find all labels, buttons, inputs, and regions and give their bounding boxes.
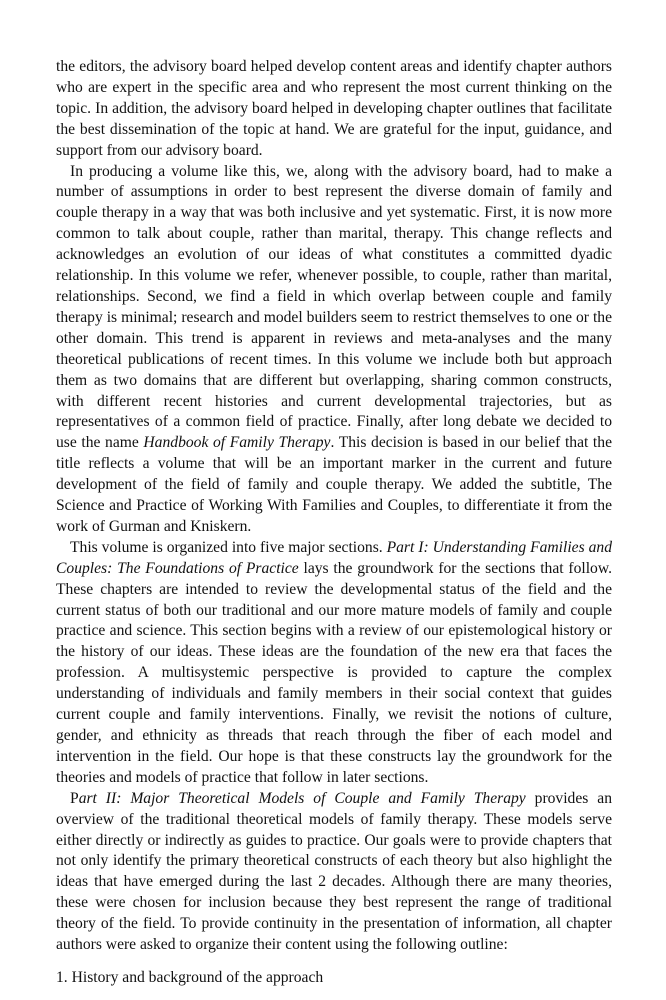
paragraph-text: lays the groundwork for the sections that follow. These chapters are intended to review the developmental status of the field and the current status of both our traditional and our more mature models of family and couple practice and science. This section begins with a review of our epistemological history or the history of our ideas. These ideas are the foundation of the new era that faces the profession. A multisystemic perspective is provided to capture the complex understanding of individuals and family members in their social context that guides current couple and family interventions. Finally, we revisit the notions of culture, gender, and ethnicity as threads that reach through the fiber of each model and intervention in the field. Our hope is that these constructs lay the groundwork for the theories and models of practice that follow in later sections. <box>56 559 612 786</box>
paragraph-text: In producing a volume like this, we, along with the advisory board, had to make a number of assumptions in order to best represent the diverse domain of family and couple therapy in a way that was both inclusive and yet systematic. First, it is now more common to talk about couple, rather than marital, therapy. This change reflects and acknowledges an evolution of our ideas of what constitutes a committed dyadic relationship. In this volume we refer, whenever possible, to couple, rather than marital, relationships. Second, we find a field in which overlap between couple and family therapy is minimal; research and model builders seem to restrict themselves to one or the other domain. This trend is apparent in reviews and meta-analyses and the many theoretical publications of recent times. In this volume we include both but approach them as two domains that are different but overlapping, sharing common constructs, with different recent histories and current developmental trajectories, but as representatives of a common field of practice. Finally, after long debate we decided to use the name <box>56 162 612 452</box>
book-title: Handbook of Family Therapy <box>143 434 331 452</box>
paragraph-text: the editors, the advisory board helped develop content areas and identify chapter authors who are expert in the specific area and who represent the most current thinking on the topic. In addition, the advisory board helped in developing chapter outlines that facilitate the best dissemination of the topic at hand. We are grateful for the input, guidance, and support from our advisory board. <box>56 58 612 159</box>
paragraph-text: . This decision is based in our belief that the title reflects a volume that will be an important marker in the current and future development of the field of family and couple therapy. We added the subtitle, The Science and Practice of Working With Families and Couples, to differentiate it from the work of Gurman and Kniskern. <box>56 434 612 535</box>
paragraph-text: This volume is organized into five major sections. <box>70 538 387 556</box>
page-body <box>56 57 612 989</box>
paragraph-assumptions <box>56 162 612 538</box>
section-title-part-two: art II: Major Theoretical Models of Couple and Family Therapy <box>78 789 526 807</box>
section-title-part-one: Part I: Understanding Families and Couples: The Foundations of Practice <box>56 538 612 577</box>
paragraph-text: provides an overview of the traditional theoretical models of family therapy. These models serve either directly or indirectly as guides to practice. Our goals were to provide chapters that not only identify the primary theoretical constructs of each theory but also highlight the ideas that have emerged during the last 2 decades. Although there are many theories, these were chosen for inclusion because they best represent the range of traditional theory of the field. To provide continuity in the presentation of information, all chapter authors were asked to organize their content using the following outline: <box>56 789 612 954</box>
paragraph-part-one <box>56 538 612 789</box>
paragraph-lead-letter: P <box>70 789 79 807</box>
paragraph-advisory-board <box>56 57 612 162</box>
paragraph-part-two <box>56 789 612 956</box>
outline-item-history: 1. History and background of the approach <box>56 968 324 986</box>
